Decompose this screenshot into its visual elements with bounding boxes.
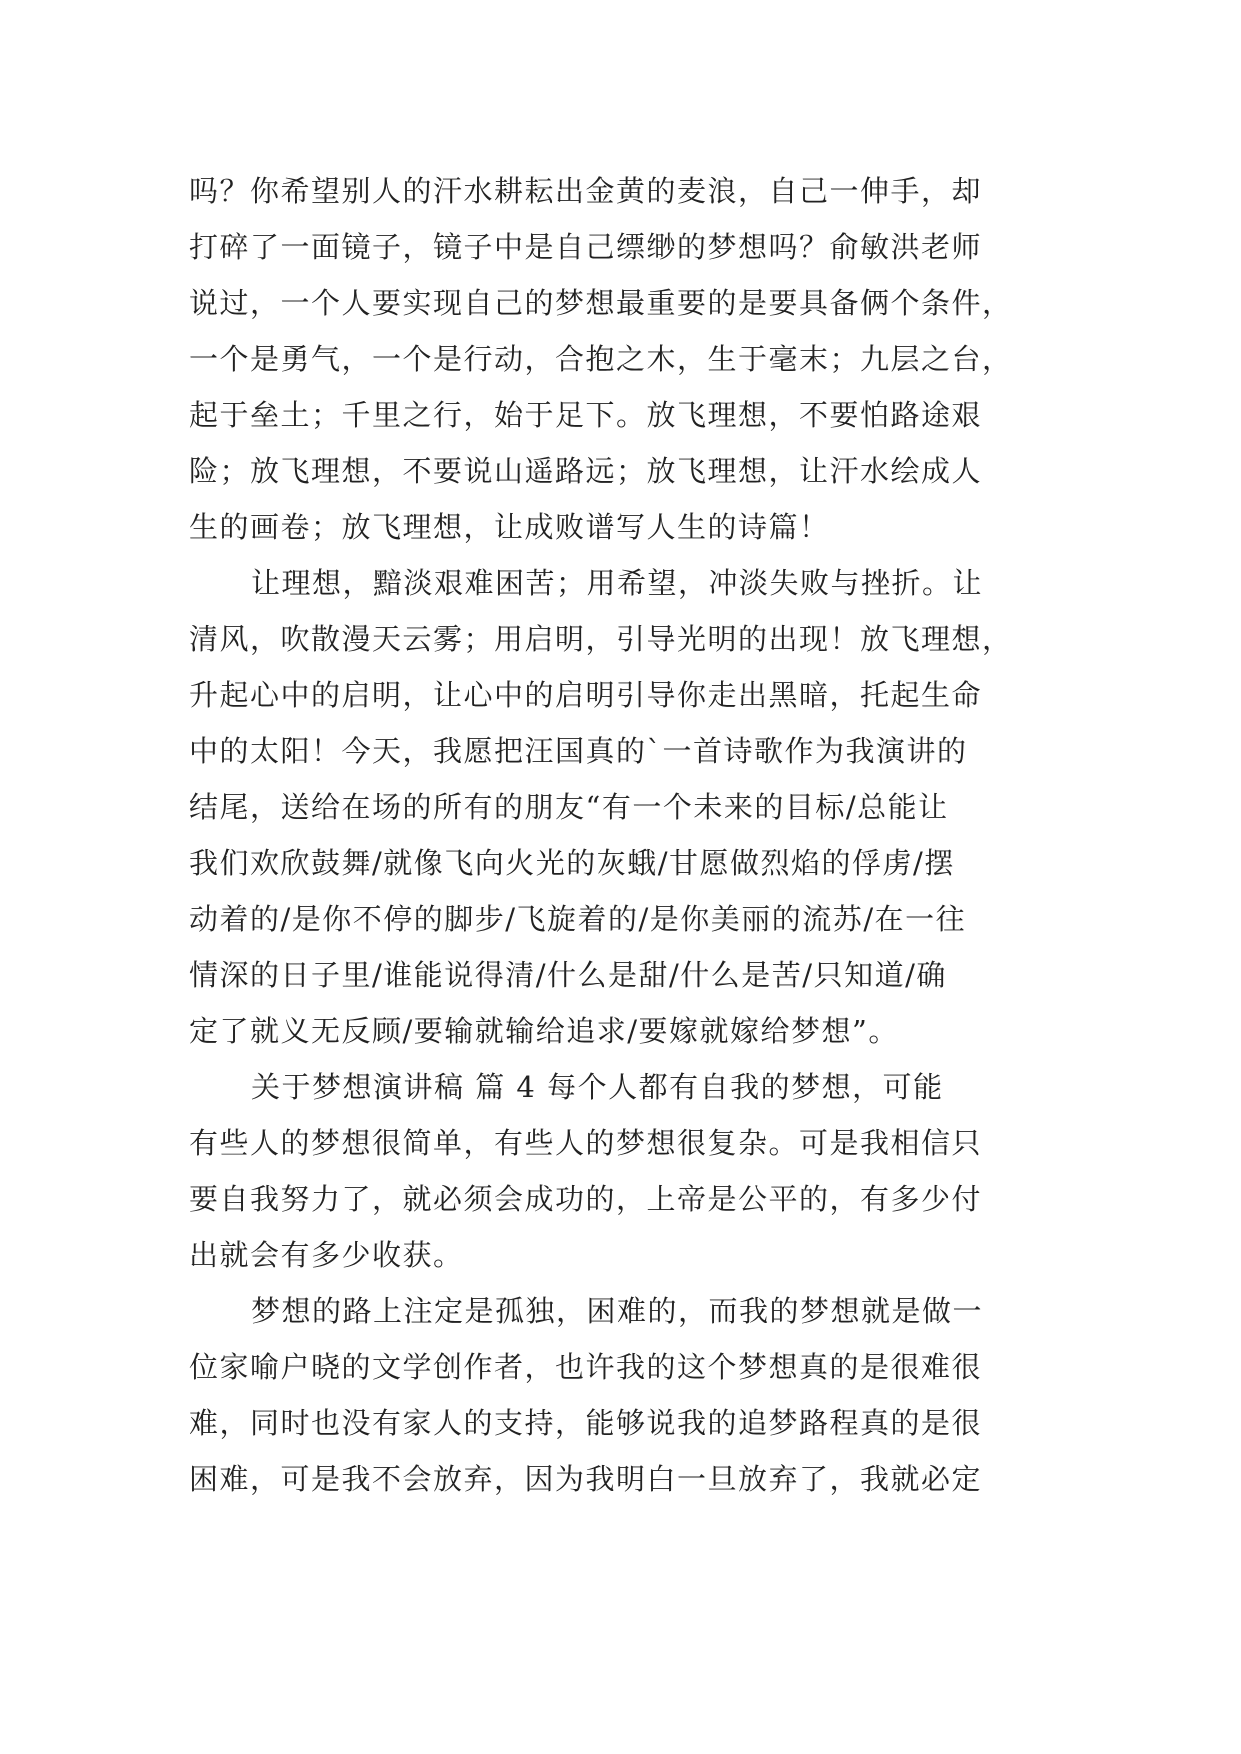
text-line: 险；放飞理想，不要说山遥路远；放飞理想，让汗水绘成人 [189, 454, 983, 488]
text-line: 情深的日子里/谁能说得清/什么是甜/什么是苦/只知道/确 [189, 958, 947, 992]
text-line: 难，同时也没有家人的支持，能够说我的追梦路程真的是很 [189, 1406, 983, 1440]
text-line: 困难，可是我不会放弃，因为我明白一旦放弃了，我就必定 [189, 1462, 983, 1496]
text-line: 结尾，送给在场的所有的朋友“有一个未来的目标/总能让 [189, 790, 949, 824]
text-line: 起于垒土；千里之行，始于足下。放飞理想，不要怕路途艰 [189, 398, 983, 432]
text-line: 有些人的梦想很简单，有些人的梦想很复杂。可是我相信只 [189, 1126, 983, 1160]
text-line: 动着的/是你不停的脚步/飞旋着的/是你美丽的流苏/在一往 [189, 902, 967, 936]
text-line: 说过，一个人要实现自己的梦想最重要的是要具备俩个条件， [189, 286, 1013, 320]
text-line: 出就会有多少收获。 [189, 1238, 464, 1272]
text-line: 一个是勇气，一个是行动，合抱之木，生于毫末；九层之台， [189, 342, 1013, 376]
text-line: 打碎了一面镜子，镜子中是自己缥缈的梦想吗？俞敏洪老师 [189, 230, 983, 264]
text-line: 升起心中的启明，让心中的启明引导你走出黑暗，托起生命 [189, 678, 983, 712]
paragraph-first-line: 让理想，黯淡艰难困苦；用希望，冲淡失败与挫折。让 [251, 566, 984, 600]
text-line: 定了就义无反顾/要输就输给追求/要嫁就嫁给梦想”。 [189, 1014, 899, 1048]
text-line: 吗？你希望别人的汗水耕耘出金黄的麦浪，自己一伸手，却 [189, 174, 983, 208]
text-line: 我们欢欣鼓舞/就像飞向火光的灰蛾/甘愿做烈焰的俘虏/摆 [189, 846, 955, 880]
text-line: 要自我努力了，就必须会成功的，上帝是公平的，有多少付 [189, 1182, 983, 1216]
text-line: 中的太阳！今天，我愿把汪国真的`一首诗歌作为我演讲的 [189, 734, 968, 768]
text-line: 生的画卷；放飞理想，让成败谱写人生的诗篇！ [189, 510, 830, 544]
document-body [189, 163, 1089, 1507]
text-line: 清风，吹散漫天云雾；用启明，引导光明的出现！放飞理想， [189, 622, 1013, 656]
text-line: 位家喻户晓的文学创作者，也许我的这个梦想真的是很难很 [189, 1350, 983, 1384]
paragraph-first-line: 梦想的路上注定是孤独，困难的，而我的梦想就是做一 [251, 1294, 984, 1328]
section-heading-line: 关于梦想演讲稿 篇 4 每个人都有自我的梦想，可能 [251, 1070, 944, 1104]
